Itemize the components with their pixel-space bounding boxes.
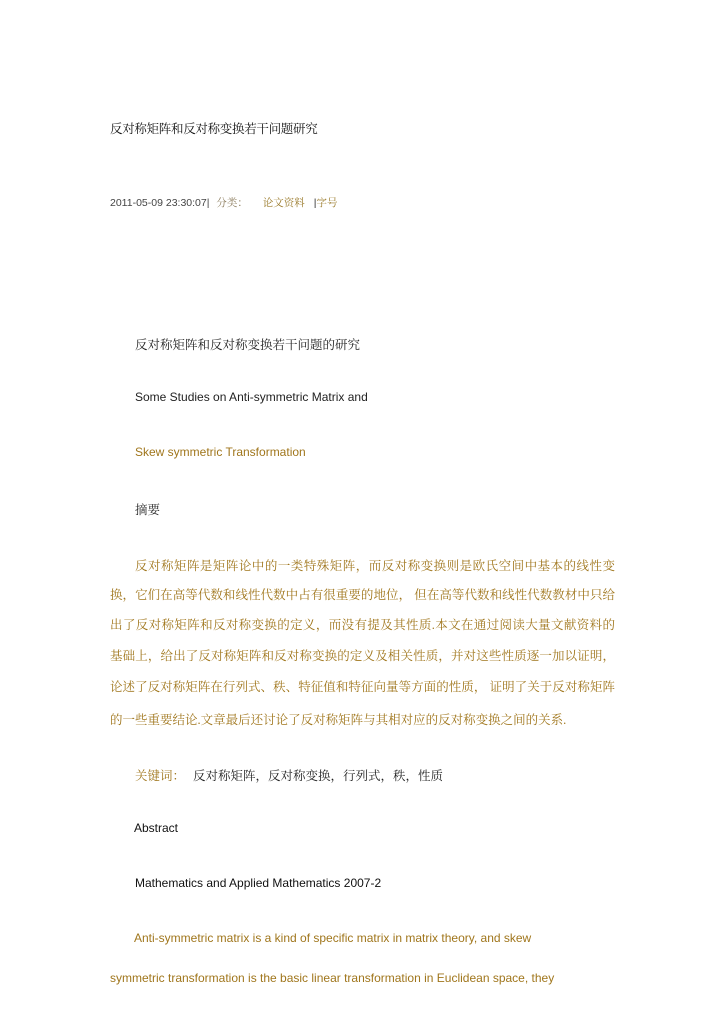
post-title: 反对称矩阵和反对称变换若干问题研究 [110,122,318,136]
abstract-line: 换，它们在高等代数和线性代数中占有很重要的地位， 但在高等代数和线性代数教材中只给 [110,588,615,602]
abstract-line: 反对称矩阵是矩阵论中的一类特殊矩阵，而反对称变换则是欧氏空间中基本的线性变 [135,559,615,573]
abstract-line: 出了反对称矩阵和反对称变换的定义，而没有提及其性质.本文在通过阅读大量文献资料的 [110,618,615,632]
category-label: 分类： [216,197,248,209]
post-datetime: 2011-05-09 23:30:07| [110,197,210,209]
abstract-line: 基础上，给出了反对称矩阵和反对称变换的定义及相关性质，并对这些性质逐一加以证明， [110,649,615,663]
major-line: Mathematics and Applied Mathematics 2007-2 [135,876,382,890]
category-link[interactable]: 论文资料 [262,197,305,209]
keywords-value: 反对称矩阵，反对称变换，行列式，秩，性质 [193,769,444,783]
article-cn-title: 反对称矩阵和反对称变换若干问题的研究 [135,338,361,352]
en-abstract-line: Anti-symmetric matrix is a kind of specific matrix in matrix theory, and skew [134,931,532,945]
keywords-label: 关键词： [135,769,186,783]
font-size-link[interactable]: 字号 [316,197,338,209]
article-en-title-line2: Skew symmetric Transformation [135,445,306,459]
abstract-heading: 摘要 [135,503,161,517]
post-meta [110,195,337,210]
abstract-line: 论述了反对称矩阵在行列式、秩、特征值和特征向量等方面的性质， 证明了关于反对称矩阵 [110,680,615,694]
meta-separator: | [313,197,317,209]
en-abstract-line: symmetric transformation is the basic linear transformation in Euclidean space, they [110,971,555,985]
en-abstract-heading: Abstract [134,821,179,835]
article-en-title-line1: Some Studies on Anti-symmetric Matrix and [135,390,368,404]
abstract-line: 的一些重要结论.文章最后还讨论了反对称矩阵与其相对应的反对称变换之间的关系. [110,713,567,727]
